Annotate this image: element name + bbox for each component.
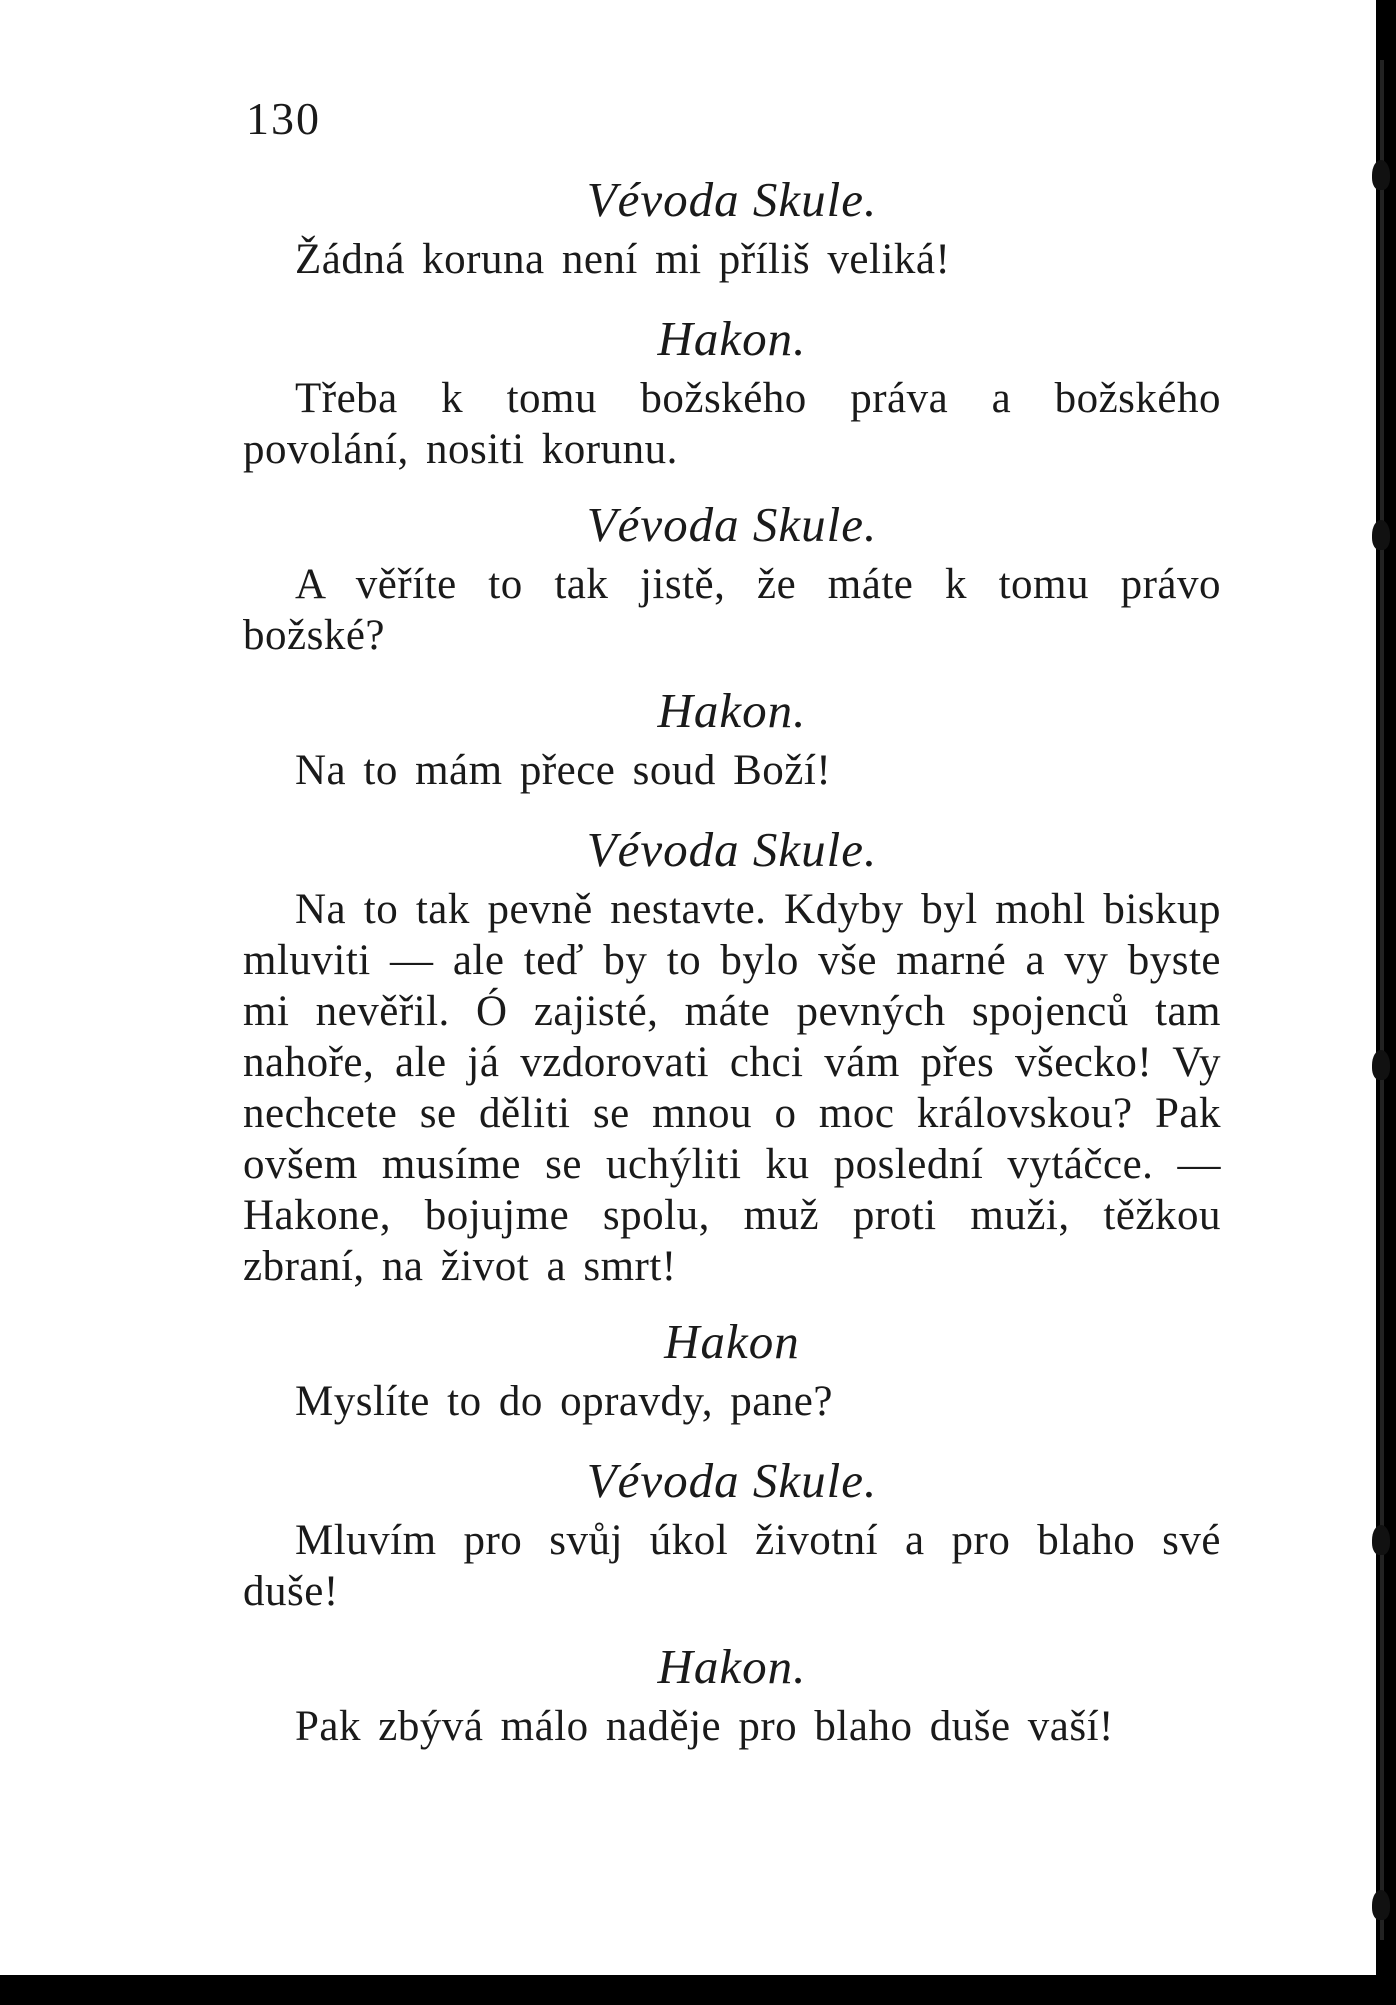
- edge-ornament: [1372, 160, 1390, 190]
- speaker-name: Vévoda Skule.: [586, 822, 878, 877]
- speaker-name: Hakon: [664, 1314, 800, 1369]
- page-number: 130: [246, 93, 321, 144]
- edge-ornament: [1372, 1525, 1390, 1555]
- speech-paragraph: Na to mám přece soud Boží!: [295, 747, 832, 794]
- speech-paragraph: A věříte to tak jistě, že máte k tomu právo božské?: [243, 561, 1221, 659]
- speaker-name: Vévoda Skule.: [586, 497, 878, 552]
- speaker-name: Hakon.: [657, 311, 807, 366]
- speech-paragraph: Na to tak pevně nestavte. Kdyby byl mohl biskup mluviti — ale teď by to bylo vše marné a vy byste mi nevěřil. Ó zajisté, máte pevných spojenců tam nahoře, ale já vzdorovati chci vám přes všecko! Vy nechcete se děliti se mnou o moc královskou? Pak ovšem musíme se uchýliti ku poslední vytáčce. — Hakone, bojujme spolu, muž proti muži, těžkou zbraní, na život a smrt!: [243, 886, 1221, 1290]
- speaker-name: Vévoda Skule.: [586, 1453, 878, 1508]
- page-edge-rule: [1380, 60, 1384, 1940]
- edge-ornament: [1372, 1050, 1390, 1080]
- edge-ornament: [1372, 1890, 1390, 1920]
- edge-ornament: [1372, 520, 1390, 550]
- speech-paragraph: Pak zbývá málo naděje pro blaho duše vaší!: [295, 1703, 1114, 1750]
- speech-paragraph: Mluvím pro svůj úkol životní a pro blaho své duše!: [243, 1517, 1221, 1615]
- speech-paragraph: Třeba k tomu božského práva a božského povolání, nositi korunu.: [243, 375, 1221, 473]
- speaker-name: Hakon.: [657, 1639, 807, 1694]
- speaker-name: Vévoda Skule.: [586, 172, 878, 227]
- speech-paragraph: Myslíte to do opravdy, pane?: [295, 1378, 833, 1425]
- speech-paragraph: Žádná koruna není mi příliš veliká!: [295, 236, 951, 283]
- dialogue-text: [243, 170, 1221, 1776]
- speaker-name: Hakon.: [657, 683, 807, 738]
